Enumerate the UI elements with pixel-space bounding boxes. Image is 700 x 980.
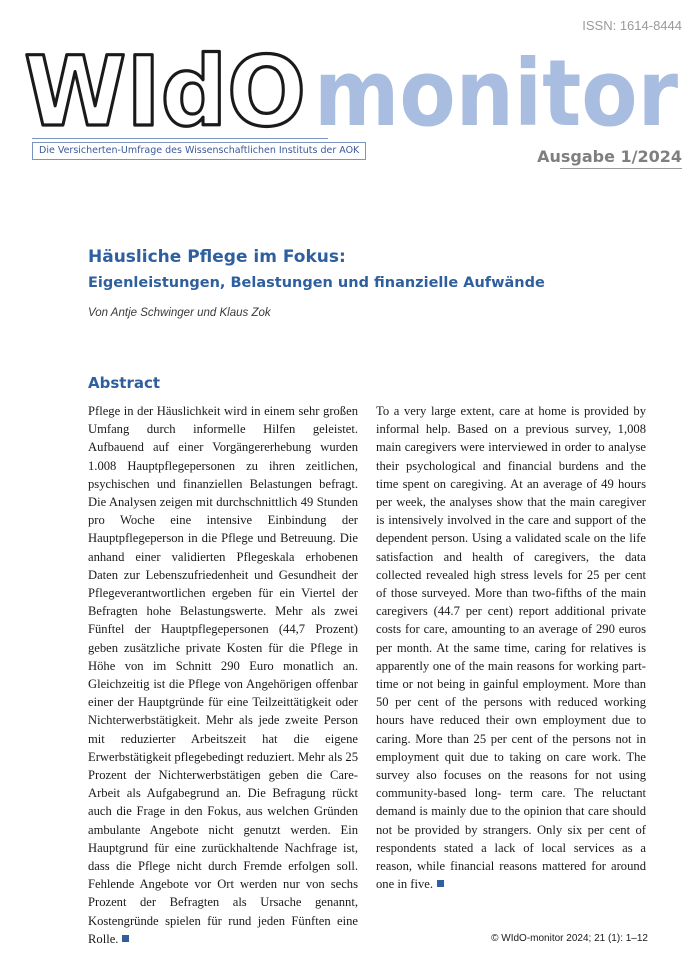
tagline: Die Versicherten-Umfrage des Wissenschaftlichen Instituts der AOK xyxy=(32,142,366,160)
abstract-english-text: To a very large extent, care at home is provided by informal help. Based on a previous survey, 1,008 main caregivers were interviewed in order to analyse their psychological and financial burdens and the time spent on caregiving. At an average of 49 hours per week, the analyses show that the main caregiver is intensively involved in the care and support of the dependent person. Using a validated scale on the life satisfaction and health of caregivers, the data collected revealed high stress levels for 25 per cent of those surveyed. More than two-fifths of the main caregivers (44.7 per cent) report additional private costs for care, amounting to an average of 290 euros per month. At the same time, caring for relatives is apparently one of the main reasons for working part-time or not being in gainful employment. More than 50 per cent of the persons with reduced working hours have reduced their own employment due to caring. More than 25 per cent of the persons not in employment quit due to taking on care work. The survey also focuses on the reasons for not using community-based long- term care. The reluctant demand is mainly due to the opinion that care should not be provided by strangers. Only six per cent of respondents stated a lack of local services as a reason, while financial reasons mattered for around one in five. xyxy=(376,404,646,892)
footer-citation: © WIdO-monitor 2024; 21 (1): 1–12 xyxy=(491,933,648,944)
end-of-text-marker xyxy=(122,935,129,942)
abstract-english xyxy=(376,402,646,893)
abstract-german xyxy=(88,402,358,948)
article-subtitle: Eigenleistungen, Belastungen und finanzielle Aufwände xyxy=(88,275,545,291)
article-authors: Von Antje Schwinger und Klaus Zok xyxy=(88,307,271,319)
wido-monitor-logo xyxy=(22,40,682,138)
issue-label: Ausgabe 1/2024 xyxy=(537,147,682,166)
article-title: Häusliche Pflege im Fokus: xyxy=(88,247,346,267)
logo-monitor-text: monitor xyxy=(314,40,679,138)
header-divider-right xyxy=(560,168,682,169)
header-divider-left xyxy=(32,138,328,139)
logo-wido-text: WIdO xyxy=(24,40,306,138)
issn-label: ISSN: 1614-8444 xyxy=(582,18,682,33)
end-of-text-marker xyxy=(437,880,444,887)
abstract-heading: Abstract xyxy=(88,374,161,392)
abstract-german-text: Pflege in der Häuslichkeit wird in einem sehr großen Umfang durch informelle Hilfen geleistet. Aufbauend auf einer Vorgängererhebung wurden 1.008 Hauptpflegepersonen zu ihren zeitlichen, psychischen und finanziellen Belastungen befragt. Die Analysen zeigen mit durchschnittlich 49 Stunden pro Woche eine intensive Einbindung der Hauptpflegeperson in die Pflege und Betreuung. Die anhand einer validierten Pflegeskala erhobenen Daten zur Lebenszufriedenheit und Gesundheit der Pflegeverantwortlichen ergeben für ein Viertel der Befragten hohe Belastungswerte. Mehr als zwei Fünftel der Hauptpflegepersonen (44,7 Prozent) geben zusätzliche private Kosten für die Pflege in Höhe von im Schnitt 290 Euro monatlich an. Gleichzeitig ist die Pflege von Angehörigen offenbar einer der Hauptgründe für eine Teilzeittätigkeit oder Nichterwerbstätigkeit. Mehr als jede zweite Person mit reduzierter Arbeitszeit hat die eigene Erwerbstätigkeit pflegebedingt reduziert. Mehr als 25 Prozent der Nichterwerbstätigen geben die Care-Arbeit als Aufgabegrund an. Die Befragung rückt auch die Frage in den Fokus, aus welchen Gründen ambulante Angebote nicht genutzt werden. Ein Hauptgrund für eine zurückhaltende Nachfrage ist, dass die Pflege nicht durch Fremde erfolgen soll. Fehlende Angebote vor Ort werden nur von sechs Prozent der Befragten als Ursache genannt, Kostengründe spielen für rund jeden Fünften eine Rolle. xyxy=(88,404,358,946)
